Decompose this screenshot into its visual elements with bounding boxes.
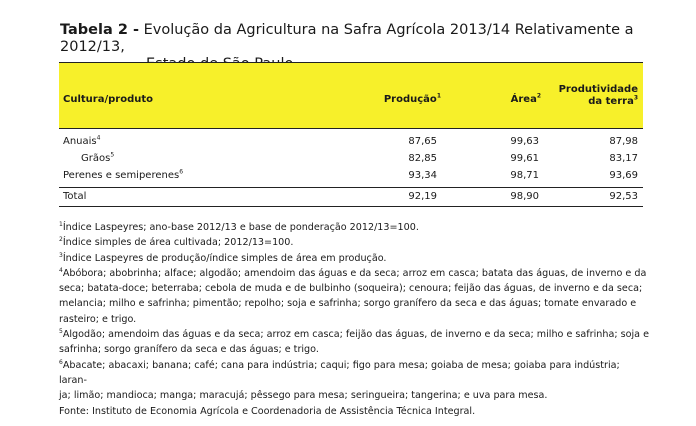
cell-produtividade: 83,17 [609, 153, 638, 164]
table-row [59, 167, 643, 184]
cell-produtividade: 93,69 [609, 170, 638, 181]
cell-produtividade: 92,53 [609, 191, 638, 202]
table-number: Tabela 2 - [60, 22, 139, 38]
footnote-2: $^2$Índice simples de área cultivada; 2012/13=100. [59, 236, 294, 249]
cell-area: 99,61 [510, 153, 539, 164]
row-label: Grãos$^5$ [81, 151, 115, 164]
footnote-6: $^6$Abacate; abacaxi; banana; café; cana para indústria; caqui; figo para mesa; goiaba de mesa; goiaba para indústria; laran- ja; limão; mandioca; manga; maracujá; pêssego para mesa; seringueira; tangerina; e uva para mesa. [59, 358, 620, 402]
cell-produtividade: 87,98 [609, 136, 638, 147]
table-row [59, 150, 643, 167]
footnotes [59, 220, 649, 419]
cell-producao: 92,19 [408, 191, 437, 202]
cell-producao: 82,85 [408, 153, 437, 164]
row-label: Anuais$^4$ [63, 134, 101, 147]
header-produtividade: Produtividade da terra$^3$ [558, 84, 638, 107]
cell-area: 98,90 [510, 191, 539, 202]
footnote-5: $^5$Algodão; amendoim das águas e da seca; arroz em casca; feijão das águas, de inverno e da seca; milho e safrinha; soja e safrinha; sorgo granífero da seca e das águas; e trigo. [59, 327, 649, 356]
header-producao: Produção$^1$ [383, 92, 441, 105]
cell-producao: 93,34 [408, 170, 437, 181]
source-note: Fonte: Instituto de Economia Agrícola e Coordenadoria de Assistência Técnica Integral. [59, 405, 476, 417]
table-header [59, 62, 643, 129]
header-area: Área$^2$ [510, 92, 541, 105]
cell-area: 99,63 [510, 136, 539, 147]
row-label: Total [63, 191, 87, 202]
row-label: Perenes e semiperenes$^6$ [63, 168, 184, 181]
cell-area: 98,71 [510, 170, 539, 181]
footnote-3: $^3$Índice Laspeyres de produção/índice simples de área em produção. [59, 251, 387, 264]
table-row-total [59, 187, 643, 207]
header-cultura: Cultura/produto [63, 94, 154, 105]
data-table [59, 62, 643, 207]
footnote-1: $^1$Índice Laspeyres; ano-base 2012/13 e base de ponderação 2012/13=100. [59, 220, 419, 233]
table-row [59, 133, 643, 150]
cell-producao: 87,65 [408, 136, 437, 147]
title-line-1: Evolução da Agricultura na Safra Agrícola 2013/14 Relativamente a 2012/13, [60, 22, 634, 55]
footnote-4: $^4$Abóbora; abobrinha; alface; algodão; amendoim das águas e da seca; arroz em casca; batata das águas, de inverno e da seca; batata-doce; beterraba; cebola de muda e de bulbinho (soqueira); cenoura; feijão das águas, de inverno e da seca; melancia; milho e safrinha; pimentão; repolho; soja e safrinha; sorgo granífero da seca e das águas; tomate envarado e rasteiro; e trigo. [59, 266, 647, 325]
